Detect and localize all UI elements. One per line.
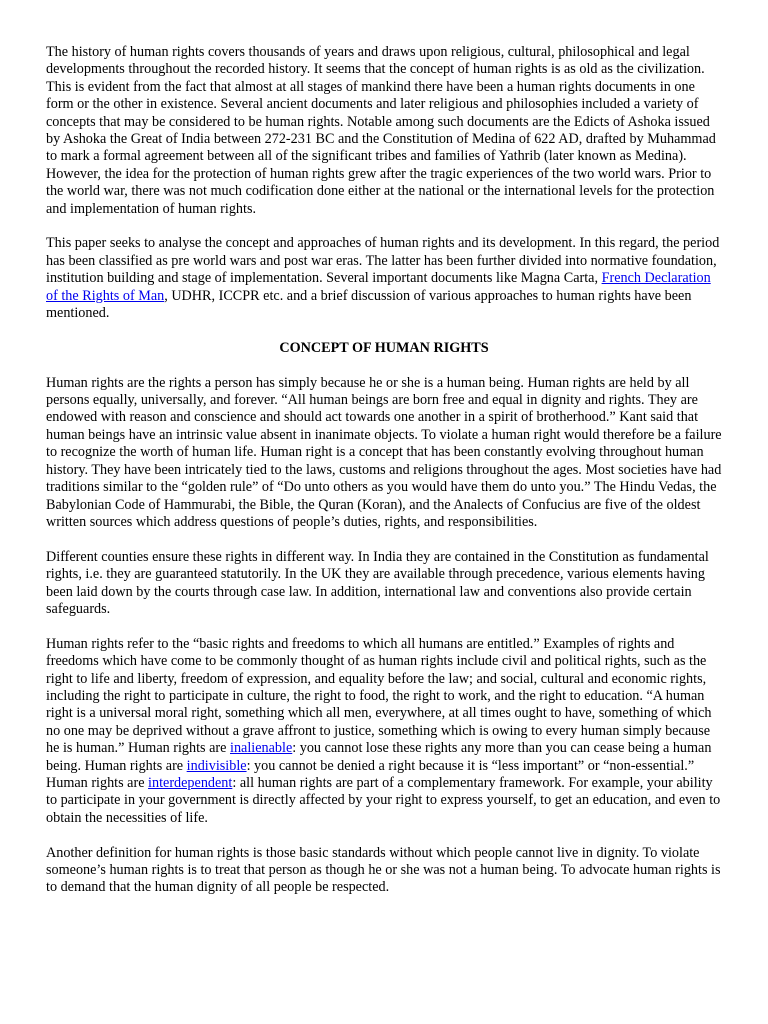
text-span: This paper seeks to analyse the concept and approaches of human rights and its development. In this regard, the period has been classified as pre world wars and post war eras. The latter has been further divided into normative foundation, institution building and stage of implementation. Several important documents like Magna Carta,: [46, 235, 720, 287]
paragraph-history: The history of human rights covers thousands of years and draws upon religious, cultural, philosophical and legal developments throughout the recorded history. It seems that the concept of human rights is as old as the civilization. This is evident from the fact that almost at all stages of mankind there have been a human rights documents in one form or the other in existence. Several ancient documents and later religious and philosophies included a variety of concepts that may be considered to be human rights. Notable among such documents are the Edicts of Ashoka issued by Ashoka the Great of India between 272-231 BC and the Constitution of Medina of 622 AD, drafted by Muhammad to mark a formal agreement between all of the significant tribes and families of Yathrib (later known as Medina). However, the idea for the protection of human rights grew after the tragic experiences of the two world wars. Prior to the world war, there was not much codification done either at the national or the international levels for the protection and implementation of human rights.: [46, 44, 716, 217]
link-interdependent[interactable]: interdependent: [148, 774, 233, 791]
text-span: : you cannot be denied a right because it is “less important” or “non-essential.” Human rights are: [46, 757, 695, 791]
section-heading: CONCEPT OF HUMAN RIGHTS: [279, 339, 489, 356]
paragraph-paper-scope: [46, 235, 722, 322]
link-inalienable[interactable]: inalienable: [230, 740, 293, 757]
paragraph-countries: Different counties ensure these rights in different way. In India they are contained in the Constitution as fundamental rights, i.e. they are guaranteed statutorily. In the UK they are available through precedence, various elements having been laid down by the courts through case law. In addition, international law and conventions also provide certain safeguards.: [46, 548, 709, 617]
text-span: Human rights refer to the “basic rights and freedoms to which all humans are entitled.” Examples of rights and freedoms which have come to be commonly thought of as human rights include civil and political rights, such as the right to life and liberty, freedom of expression, and equality before the law; and social, cultural and economic rights, including the right to participate in culture, the right to food, the right to work, and the right to education. “A human right is a universal moral right, something which all men, everywhere, at all times ought to have, something of which no one may be deprived without a grave affront to justice, something which is owing to every human simply because he is human.” Human rights are: [46, 635, 712, 757]
paragraph-another-definition: Another definition for human rights is those basic standards without which people cannot live in dignity. To violate someone’s human rights is to treat that person as though he or she was not a human being. To advocate human rights is to demand that the human dignity of all people be respected.: [46, 844, 721, 896]
document-page: [46, 44, 722, 914]
link-french-declaration[interactable]: French Declaration of the Rights of Man: [46, 270, 711, 304]
text-span: , UDHR, ICCPR etc. and a brief discussion of various approaches to human rights have been mentioned.: [46, 287, 692, 322]
link-indivisible[interactable]: indivisible: [186, 757, 247, 774]
text-span: : you cannot lose these rights any more than you can cease being a human being. Human rights are: [46, 740, 712, 774]
paragraph-concept: Human rights are the rights a person has simply because he or she is a human being. Human rights are held by all persons equally, universally, and forever. “All human beings are born free and equal in dignity and rights. They are endowed with reason and conscience and should act towards one another in a spirit of brotherhood.” Kant said that human beings have an intrinsic value absent in inanimate objects. To violate a human right would therefore be a failure to recognize the worth of human life. Human right is a concept that has been constantly evolving throughout human history. They have been intricately tied to the laws, customs and religions throughout the ages. Most societies have had traditions similar to the “golden rule” of “Do unto others as you would have them do unto you.” The Hindu Vedas, the Babylonian Code of Hammurabi, the Bible, the Quran (Koran), and the Analects of Confucius are five of the oldest written sources which address questions of people’s duties, rights, and responsibilities.: [46, 374, 722, 530]
paragraph-definition: [46, 636, 722, 827]
text-span: : all human rights are part of a complementary framework. For example, your ability to participate in your government is directly affected by your right to express yourself, to get an education, and even to obtain the necessities of life.: [46, 774, 721, 826]
